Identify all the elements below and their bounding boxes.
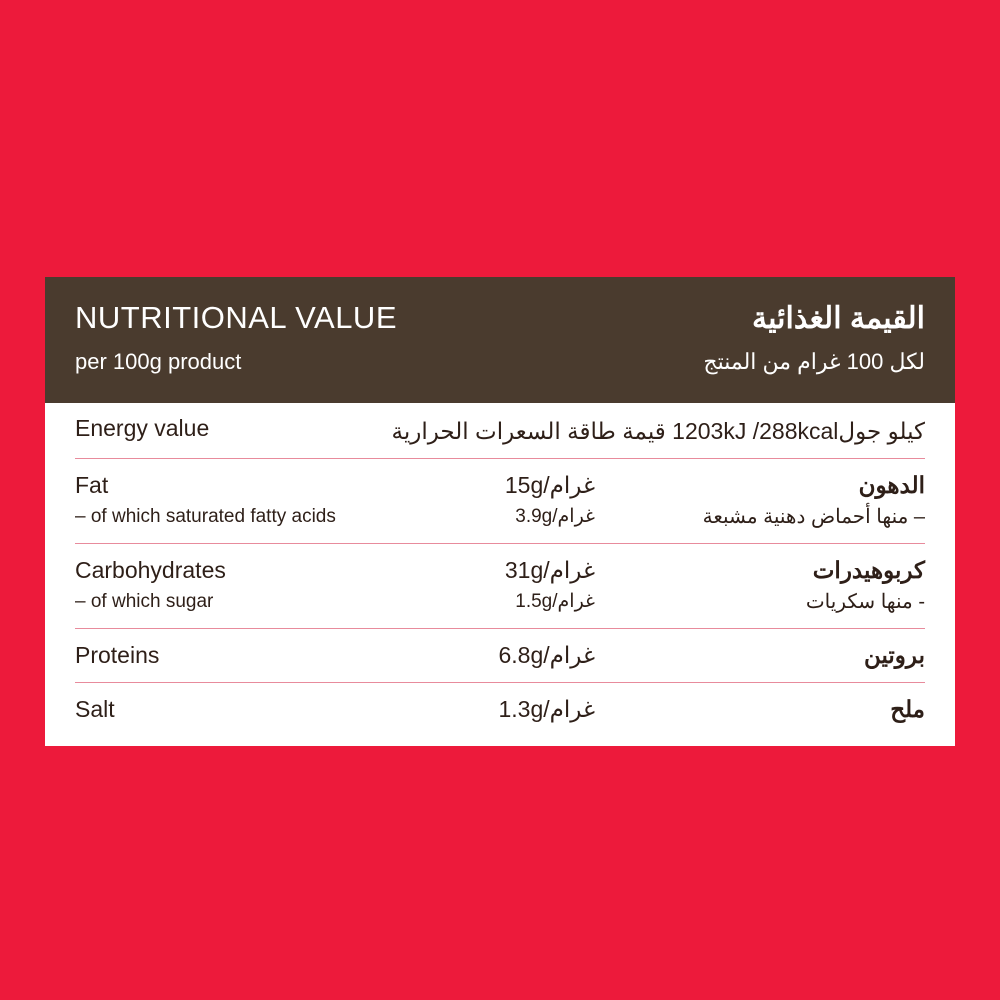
header-left [75, 299, 397, 375]
carbs-sub-value-number: 1.5g/ [515, 591, 558, 613]
proteins-label-en: Proteins [75, 642, 160, 669]
proteins-value-number: 6.8g/ [498, 642, 550, 669]
nutrition-panel [45, 277, 955, 746]
proteins-value [445, 639, 595, 671]
salt-unit-ar: غرام [549, 696, 595, 723]
fat-value-number: 15g/ [504, 471, 550, 498]
fat-values [445, 469, 603, 531]
carbs-sub-value [445, 588, 595, 616]
energy-label-en: Energy value [75, 414, 210, 441]
table-row-salt [75, 683, 925, 745]
carbs-unit-ar: غرام [549, 556, 595, 583]
proteins-label-ar: بروتين [863, 642, 925, 669]
fat-value [445, 469, 595, 501]
table-row-carbohydrates [75, 544, 925, 629]
fat-sub-label-en: – of which saturated fatty acids [75, 505, 336, 527]
salt-value [445, 693, 595, 725]
proteins-labels-ar [603, 639, 925, 671]
energy-unit-ar: كيلو جول [838, 417, 925, 444]
energy-value: 1203kJ /288kcal [672, 417, 839, 444]
carbs-sub-label-en: – of which sugar [75, 591, 214, 613]
salt-label-ar: ملح [890, 696, 925, 723]
salt-values [445, 693, 603, 725]
fat-sub-value [445, 503, 595, 531]
salt-value-number: 1.3g/ [498, 696, 550, 723]
fat-sub-value-number: 3.9g/ [515, 505, 558, 527]
carbs-label-ar: كربوهيدرات [812, 556, 925, 583]
fat-labels-en [75, 469, 445, 531]
carbs-sub-unit-ar: غرام [557, 591, 595, 613]
carbs-labels-en [75, 554, 445, 616]
fat-sub-label-ar: – منها أحماض دهنية مشبعة [702, 505, 925, 528]
carbs-sub-label-ar: - منها سكريات [805, 591, 925, 614]
fat-label-en: Fat [75, 471, 109, 498]
carbs-value [445, 554, 595, 586]
carbs-values [445, 554, 603, 616]
salt-labels-ar [603, 693, 925, 725]
proteins-values [445, 639, 603, 671]
fat-labels-ar [603, 469, 925, 532]
page-title-ar: القيمة الغذائية [752, 302, 925, 335]
table-row-proteins [75, 629, 925, 683]
carbs-value-number: 31g/ [504, 556, 550, 583]
page-title-en: NUTRITIONAL VALUE [75, 300, 397, 335]
energy-label-ar: قيمة طاقة السعرات الحرارية [391, 417, 666, 444]
proteins-labels-en [75, 639, 445, 671]
fat-unit-ar: غرام [549, 471, 595, 498]
carbs-labels-ar [603, 554, 925, 617]
proteins-unit-ar: غرام [549, 642, 595, 669]
panel-header [45, 277, 955, 403]
table-row-fat [75, 459, 925, 544]
fat-sub-unit-ar: غرام [557, 505, 595, 527]
page-subtitle-en: per 100g product [75, 348, 242, 374]
carbs-label-en: Carbohydrates [75, 556, 226, 583]
nutrition-table [45, 403, 955, 746]
energy-values-ar [295, 415, 925, 447]
page-subtitle-ar: لكل 100 غرام من المنتج [703, 349, 925, 374]
salt-labels-en [75, 693, 445, 725]
header-right [703, 299, 925, 377]
fat-label-ar: الدهون [858, 471, 925, 498]
salt-label-en: Salt [75, 696, 115, 723]
table-row-energy [75, 403, 925, 459]
